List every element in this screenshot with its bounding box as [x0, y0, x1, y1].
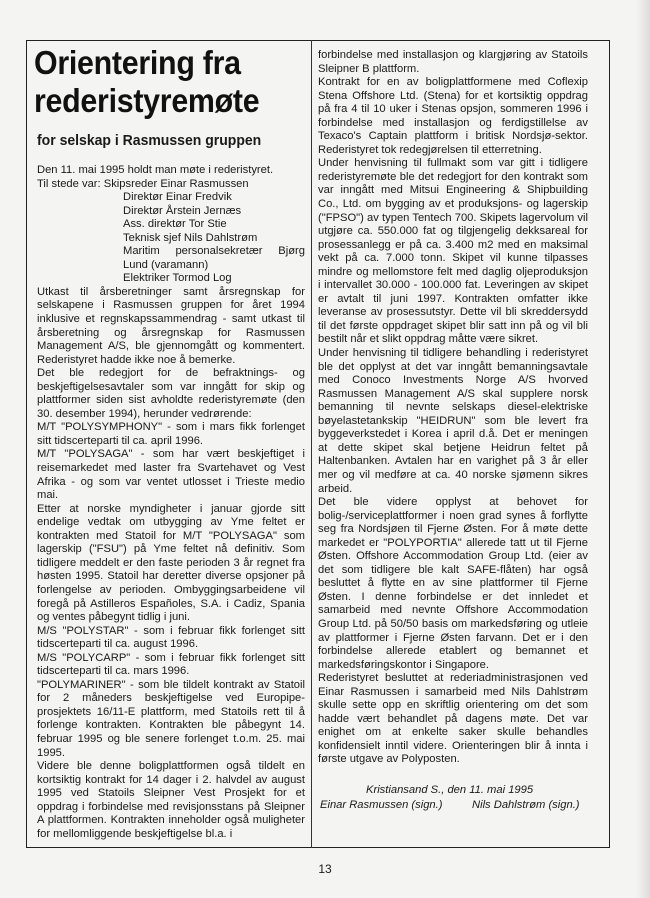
attendee-line: Teknisk sjef Nils Dahlstrøm	[123, 231, 258, 244]
paragraph: Under henvisning til tidligere behandling i rederistyret ble det opplyst at det var inngått bemanningsavtale med Conoco Investments Norge A/S hvorved Rasmussen Management A/S skal supplere norsk bemanning til nevnte selskaps diesel-elektriske bøyelastetankskip "HEIDRUN" som ble levert fra byggeverkstedet i Korea i april d.å. Det er meningen at dette skipet skal betjene Heidrun feltet på Haltenbanken. Avtalen har en varighet på 3 år eller mer og vil medføre at ca. 40 norske sjømenn sikres arbeid.	[318, 347, 588, 495]
paragraph: "POLYMARINER" - som ble tildelt kontrakt av Statoil for 2 måneders beskjeftigelse ved Europipe-prosjektets 16/11-E plattform, med Statoils rett til å forlenge kontrakten. Kontrakten ble påbegynt 14. februar 1995 og ble senere forlenget t.o.m. 25. mai 1995.	[37, 678, 305, 759]
attendee-line: Direktør Einar Fredvik	[123, 191, 232, 204]
paragraph: Det ble videre opplyst at behovet for bolig-/serviceplattformer i noen grad synes å forflytte seg fra Nordsjøen til Fjerne Østen. For å møte dette markedet er "POLYPORTIA" allerede tatt ut til Fjerne Østen. Offshore Accommodation Group Ltd. (eier av det som tidligere ble kalt SAFE-flåten) har også besluttet å flytte en av sine plattformer til Fjerne Østen. I denne forbindelse er det innledet et samarbeid med nevnte Offshore Accommodation Group Ltd. på 50/50 basis om markedsføring og utleie av plattformer i Fjerne Østen farvann. Det er i den forbindelse allerede etablert og bemannet et markedsføringskontor i Singapore.	[318, 496, 588, 671]
paragraph: Det ble redegjort for de befraktnings- og beskjeftigelsesavtaler som var inngått for skip og plattformer siden sist avholdte rederistyremøte (den 30. desember 1994), herunder vedrørende:	[37, 367, 305, 420]
right-column	[318, 49, 588, 767]
signature-place-date: Kristiansand S., den 11. mai 1995	[366, 784, 534, 796]
article-subtitle: for selskap i Rasmussen gruppen	[37, 133, 262, 149]
attendee-line: Maritim personalsekretær Bjørg Lund (varamann)	[123, 245, 305, 271]
attendee-line: Til stede var: Skipsreder Einar Rasmussen	[37, 177, 249, 190]
attendee-line: Elektriker Tormod Log	[123, 272, 232, 285]
column-divider	[311, 40, 312, 848]
paragraph: M/T "POLYSAGA" - som har vært beskjeftiget i reisemarkedet med laster fra Svartehavet og Vest Afrika - og som var ventet utlosset i Trieste medio mai.	[37, 448, 305, 502]
signature-einar-rasmussen: Einar Rasmussen (sign.)	[320, 799, 443, 811]
paragraph: Kontrakt for en av boligplattformene med Coflexip Stena Offshore Ltd. (Stena) for et kortsiktig oppdrag på fra 4 til 10 uker i Stenas opsjon, sommeren 1996 i forbindelse med installasjon og ferdigstillelse av Texaco's Captain plattform i britisk Nordsjø-sektor. Rederistyret tok redegjørelsen til etterretning.	[318, 76, 588, 156]
paragraph: M/S "POLYCARP" - som i februar fikk forlenget sitt tidscerteparti til ca. mars 1996.	[37, 651, 305, 678]
attendee-line: Ass. direktør Tor Stie	[123, 218, 227, 231]
paragraph: M/S "POLYSTAR" - som i februar fikk forlenget sitt tidscerteparti til ca. august 1996.	[37, 624, 305, 651]
paragraph: M/T "POLYSYMPHONY" - som i mars fikk forlenget sitt tidscerteparti til ca. april 1996.	[37, 421, 305, 447]
paragraph: Videre ble denne boligplattformen også tildelt en kortsiktig kontrakt for 14 dager i 2. halvdel av august 1995 ved Statoils Sleipner Vest Prosjekt for et oppdrag i forbindelse med revisjonsstans på Sleipner A plattformen. Kontrakten inneholder også muligheter for mellomliggende beskjeftigelse bl.a. i	[37, 760, 305, 840]
paragraph-date: Den 11. mai 1995 holdt man møte i rederistyret.	[37, 164, 274, 176]
paragraph: Utkast til årsberetninger samt årsregnskap for selskapene i Rasmussen gruppen for året 1994 inklusive et regnskapssammendrag - samt utkast til årsberetning og årsregnskap for Rasmussen Management A/S, ble gjennomgått og kommentert. Rederistyret hadde ikke noe å bemerke.	[37, 285, 305, 366]
left-column	[37, 164, 305, 841]
attendee-line: Direktør Årstein Jernæs	[123, 204, 242, 217]
article-title: Orientering fra rederistyremøte	[34, 44, 260, 119]
paragraph: Under henvisning til fullmakt som var gitt i tidligere rederistyremøte ble det redegjort for den kontrakt som var inngått med Mitsui Engineering & Shipbuilding Co., Ltd. om bygging av et produksjons- og lagerskip ("FPSO") av typen Tentech 700. Skipets lagervolum vil utgjøre ca. 550.000 fat og tilgjengelig dekksareal for prosessanlegg er på ca. 3.400 m2 med en maksimal vekt på ca. 7.000 tonn. Skipet vil kunne tilpasses mindre og mellomstore felt med daglig oljeproduksjon i intervallet 30.000 - 100.000 fat. Leveringen av skipet er avtalt til juni 1997. Kontrakten omfatter ikke leveranse av prosessutstyr. Dette vil bli skreddersydd til det første oppdraget skipet blir satt inn på og vil bli bestilt når et slikt oppdrag måtte være sikret.	[318, 157, 588, 346]
page-edge-shadow	[636, 0, 650, 898]
paragraph: forbindelse med installasjon og klargjøring av Statoils Sleipner B plattform.	[318, 49, 588, 75]
page-number: 13	[318, 862, 332, 876]
paragraph: Etter at norske myndigheter i januar gjorde sitt endelige vedtak om utbygging av Yme feltet er kontrakten med Statoil for M/T "POLYSAGA" som lagerskip ("FSU") på Yme feltet nå definitiv. Som tidligere meddelt er den faste perioden 3 år regnet fra høsten 1995. Statoil har deretter diverse opsjoner på forlengelse av perioden. Ombyggingsarbeidene vil foregå på Astilleros Españoles, S.A. i Cadiz, Spania og ventes påbegynt tidlig i juni.	[37, 502, 305, 624]
signature-nils-dahlstrom: Nils Dahlstrøm (sign.)	[472, 799, 580, 811]
paragraph: Rederistyret besluttet at rederiadministrasjonen ved Einar Rasmussen i samarbeid med Nils Dahlstrøm skulle sette opp en skriftlig orientering om det som hadde vært behandlet på dagens møte. Det var enighet om at enkelte saker skulle behandles konfidensielt inntil videre. Orienteringen blir å innta i første utgave av Polyposten.	[318, 672, 588, 766]
